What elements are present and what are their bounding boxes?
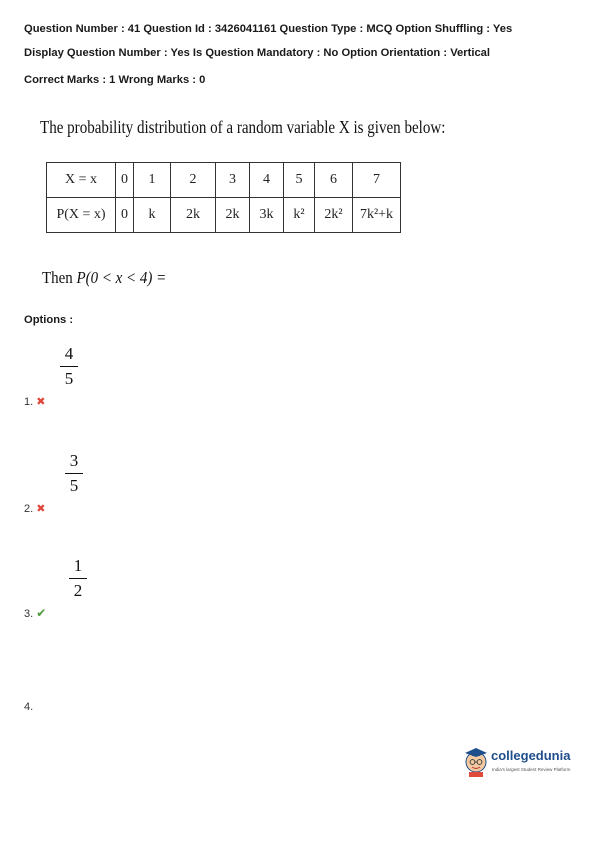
- option-2-number: 2.: [24, 503, 34, 515]
- table-cell: 7k²+k: [353, 198, 401, 233]
- option-3-numerator: 1: [73, 556, 83, 575]
- table-cell: 3: [216, 163, 250, 198]
- table-cell: 7: [353, 163, 401, 198]
- fraction-bar: [65, 473, 83, 474]
- check-mark-icon: ✔: [36, 606, 47, 620]
- table-cell: 1: [134, 163, 171, 198]
- option-1-number: 1.: [24, 396, 34, 408]
- option-2[interactable]: [24, 502, 45, 515]
- table-cell: 5: [284, 163, 315, 198]
- option-4-number: 4.: [24, 701, 34, 713]
- fraction-bar: [60, 366, 78, 367]
- table-header-cell: X = x: [47, 163, 116, 198]
- options-label: Options :: [24, 314, 74, 326]
- probability-expression: P(0 < x < 4) =: [76, 268, 167, 287]
- table-cell: 0: [116, 163, 134, 198]
- question-meta-line-1: Question Number : 41 Question Id : 3426041161 Question Type : MCQ Option Shuffling : Yes: [24, 23, 513, 35]
- table-cell: 2: [171, 163, 216, 198]
- table-cell: 2k: [216, 198, 250, 233]
- question-meta-line-3: Correct Marks : 1 Wrong Marks : 0: [24, 74, 206, 86]
- wrong-mark-icon: ✖: [36, 396, 46, 408]
- option-1-denominator: 5: [64, 369, 74, 388]
- table-cell: 0: [116, 198, 134, 233]
- table-cell: 2k: [171, 198, 216, 233]
- option-1-numerator: 4: [64, 344, 74, 363]
- table-header-cell: P(X = x): [47, 198, 116, 233]
- option-2-denominator: 5: [69, 476, 79, 495]
- table-row-x: [47, 163, 401, 198]
- table-cell: 3k: [250, 198, 284, 233]
- brand-tagline: India's largest Student Review Platform: [492, 767, 571, 772]
- table-cell: 2k²: [315, 198, 353, 233]
- then-word: Then: [42, 268, 73, 287]
- table-cell: k²: [284, 198, 315, 233]
- option-1[interactable]: [24, 395, 45, 408]
- option-3-denominator: 2: [73, 581, 83, 600]
- brand-name: collegedunia: [491, 748, 571, 763]
- graduate-mascot-icon: [463, 745, 489, 777]
- collegedunia-logo: [463, 743, 583, 783]
- option-3-fraction: [67, 557, 89, 600]
- fraction-bar: [69, 578, 87, 579]
- table-cell: 4: [250, 163, 284, 198]
- question-prompt: The probability distribution of a random variable X is given below:: [40, 117, 446, 137]
- table-cell: 6: [315, 163, 353, 198]
- option-4[interactable]: [24, 701, 33, 713]
- option-2-numerator: 3: [69, 451, 79, 470]
- table-row-probability: [47, 198, 401, 233]
- question-meta-line-2: Display Question Number : Yes Is Question Mandatory : No Option Orientation : Vertical: [24, 47, 491, 59]
- option-3-number: 3.: [24, 608, 34, 620]
- option-1-fraction: [58, 345, 80, 388]
- option-2-fraction: [63, 452, 85, 495]
- question-expression: [42, 268, 166, 288]
- wrong-mark-icon: ✖: [36, 503, 46, 515]
- table-cell: k: [134, 198, 171, 233]
- option-3[interactable]: [24, 606, 46, 620]
- probability-distribution-table: [46, 162, 401, 233]
